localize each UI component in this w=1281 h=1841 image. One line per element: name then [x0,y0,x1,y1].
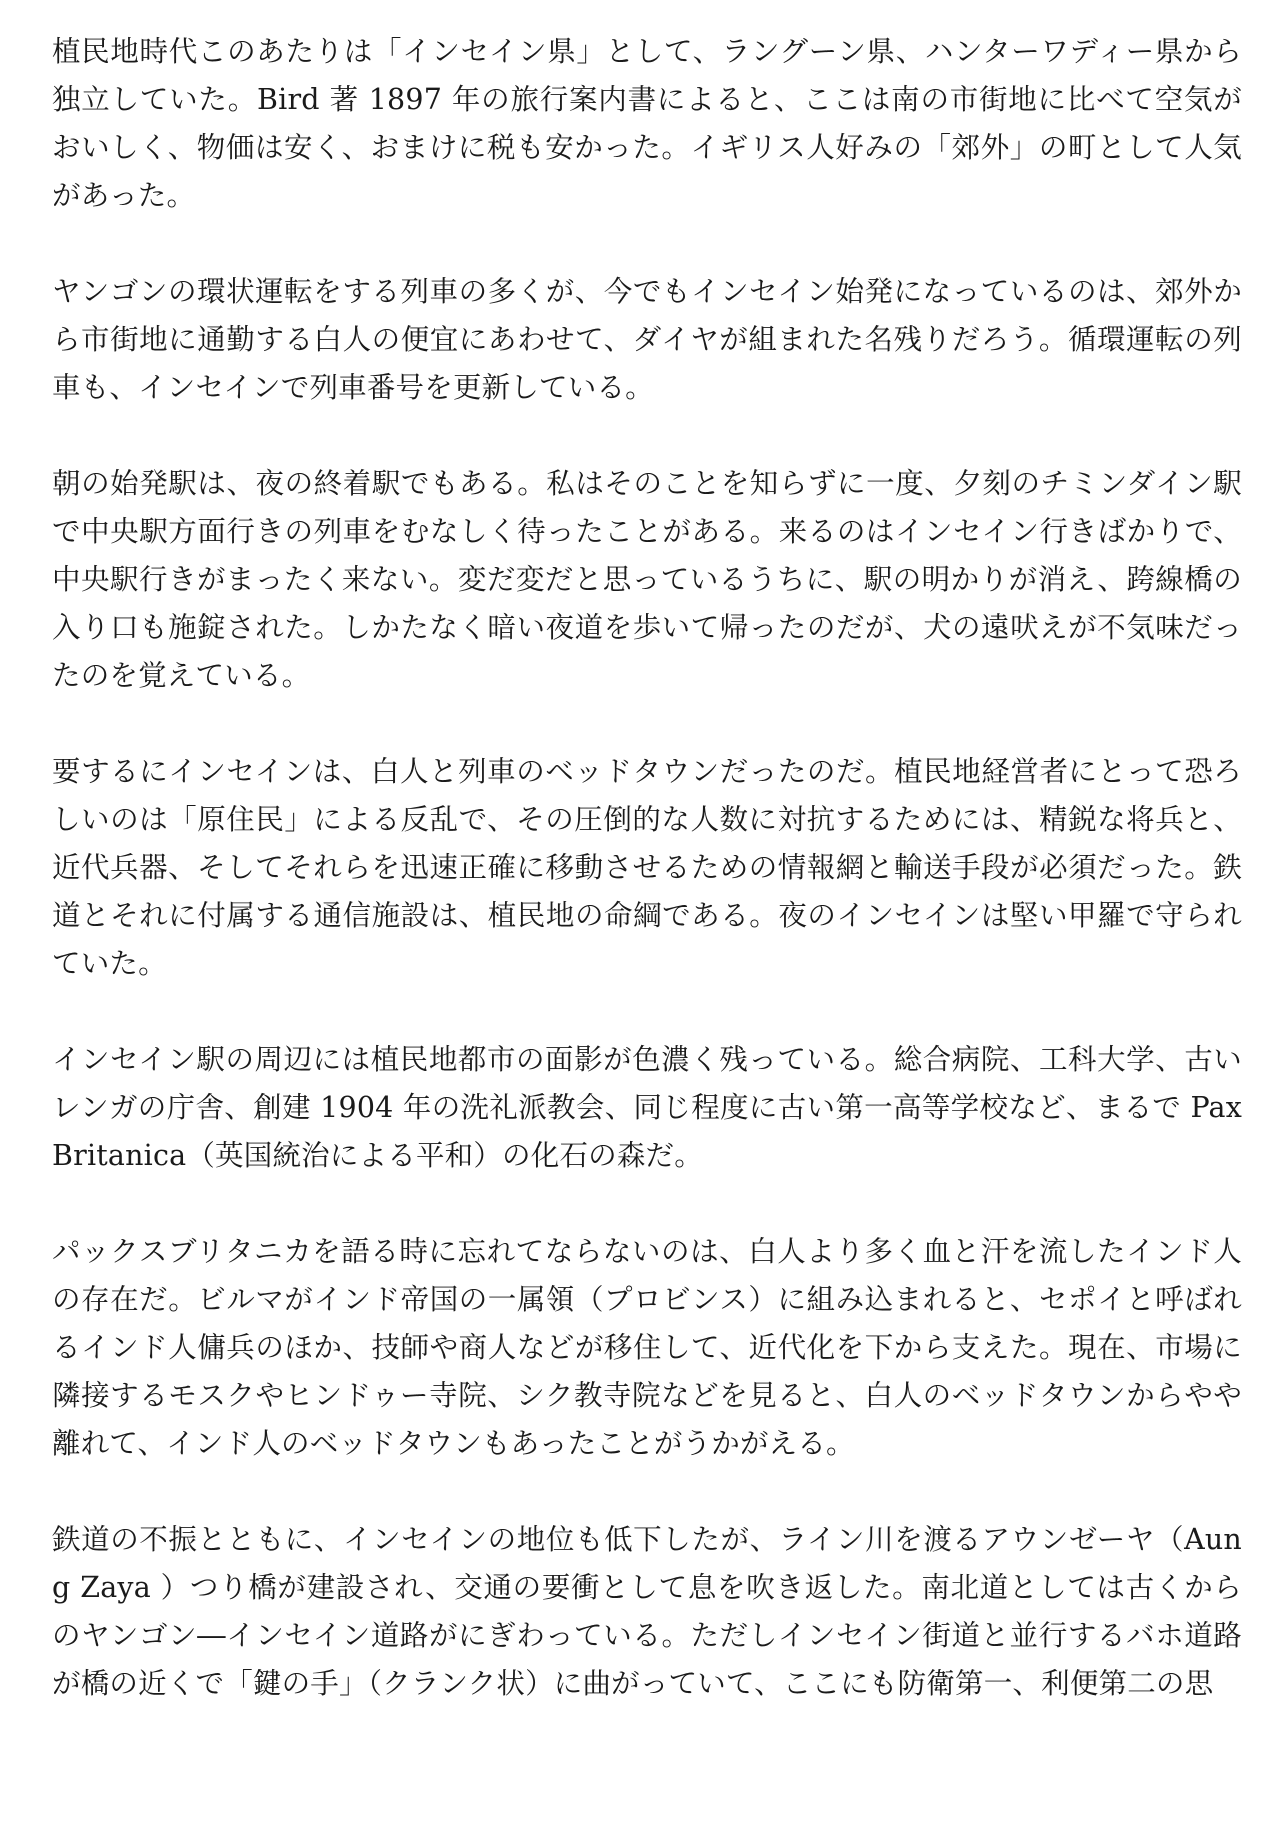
document-page [52,28,1242,1756]
paragraph-circular-trains: ヤンゴンの環状運転をする列車の多くが、今でもインセイン始発になっているのは、郊外から市街地に通勤する白人の便宜にあわせて、ダイヤが組まれた名残りだろう。循環運転の列車も、インセインで列車番号を更新している。 [52,275,1242,404]
paragraph-bedtown: 要するにインセインは、白人と列車のベッドタウンだったのだ。植民地経営者にとって恐ろしいのは「原住民」による反乱で、その圧倒的な人数に対抗するためには、精鋭な将兵と、近代兵器、そしてそれらを迅速正確に移動させるための情報網と輸送手段が必須だった。鉄道とそれに付属する通信施設は、植民地の命綱である。夜のインセインは堅い甲羅で守られていた。 [52,755,1242,980]
paragraph-aung-zaya-bridge: 鉄道の不振とともに、インセインの地位も低下したが、ライン川を渡るアウンゼーヤ（Aung Zaya ）つり橋が建設され、交通の要衝として息を吹き返した。南北道としては古くからのヤンゴン―インセイン道路がにぎわっている。ただしインセイン街道と並行するバホ道路が橋の近くで「鍵の手」（クランク状）に曲がっていて、ここにも防衛第一、利便第二の思 [52,1523,1242,1700]
paragraph-insein-prefecture: 植民地時代このあたりは「インセイン県」として、ラングーン県、ハンターワディー県から独立していた。Bird 著 1897 年の旅行案内書によると、ここは南の市街地に比べて空気がおいしく、物価は安く、おまけに税も安かった。イギリス人好みの「郊外」の町として人気があった。 [52,35,1242,212]
paragraph-colonial-remnants: インセイン駅の周辺には植民地都市の面影が色濃く残っている。総合病院、工科大学、古いレンガの庁舎、創建 1904 年の洗礼派教会、同じ程度に古い第一高等学校など、まるで Pax Britanica（英国統治による平和）の化石の森だ。 [52,1043,1242,1172]
paragraph-indian-residents: パックスブリタニカを語る時に忘れてならないのは、白人より多く血と汗を流したインド人の存在だ。ビルマがインド帝国の一属領（プロビンス）に組み込まれると、セポイと呼ばれるインド人傭兵のほか、技師や商人などが移住して、近代化を下から支えた。現在、市場に隣接するモスクやヒンドゥー寺院、シク教寺院などを見ると、白人のベッドタウンからやや離れて、インド人のベッドタウンもあったことがうかがえる。 [52,1235,1242,1460]
paragraph-first-and-last-station: 朝の始発駅は、夜の終着駅でもある。私はそのことを知らずに一度、夕刻のチミンダイン駅で中央駅方面行きの列車をむなしく待ったことがある。来るのはインセイン行きばかりで、中央駅行きがまったく来ない。変だ変だと思っているうちに、駅の明かりが消え、跨線橋の入り口も施錠された。しかたなく暗い夜道を歩いて帰ったのだが、犬の遠吠えが不気味だったのを覚えている。 [52,467,1242,692]
